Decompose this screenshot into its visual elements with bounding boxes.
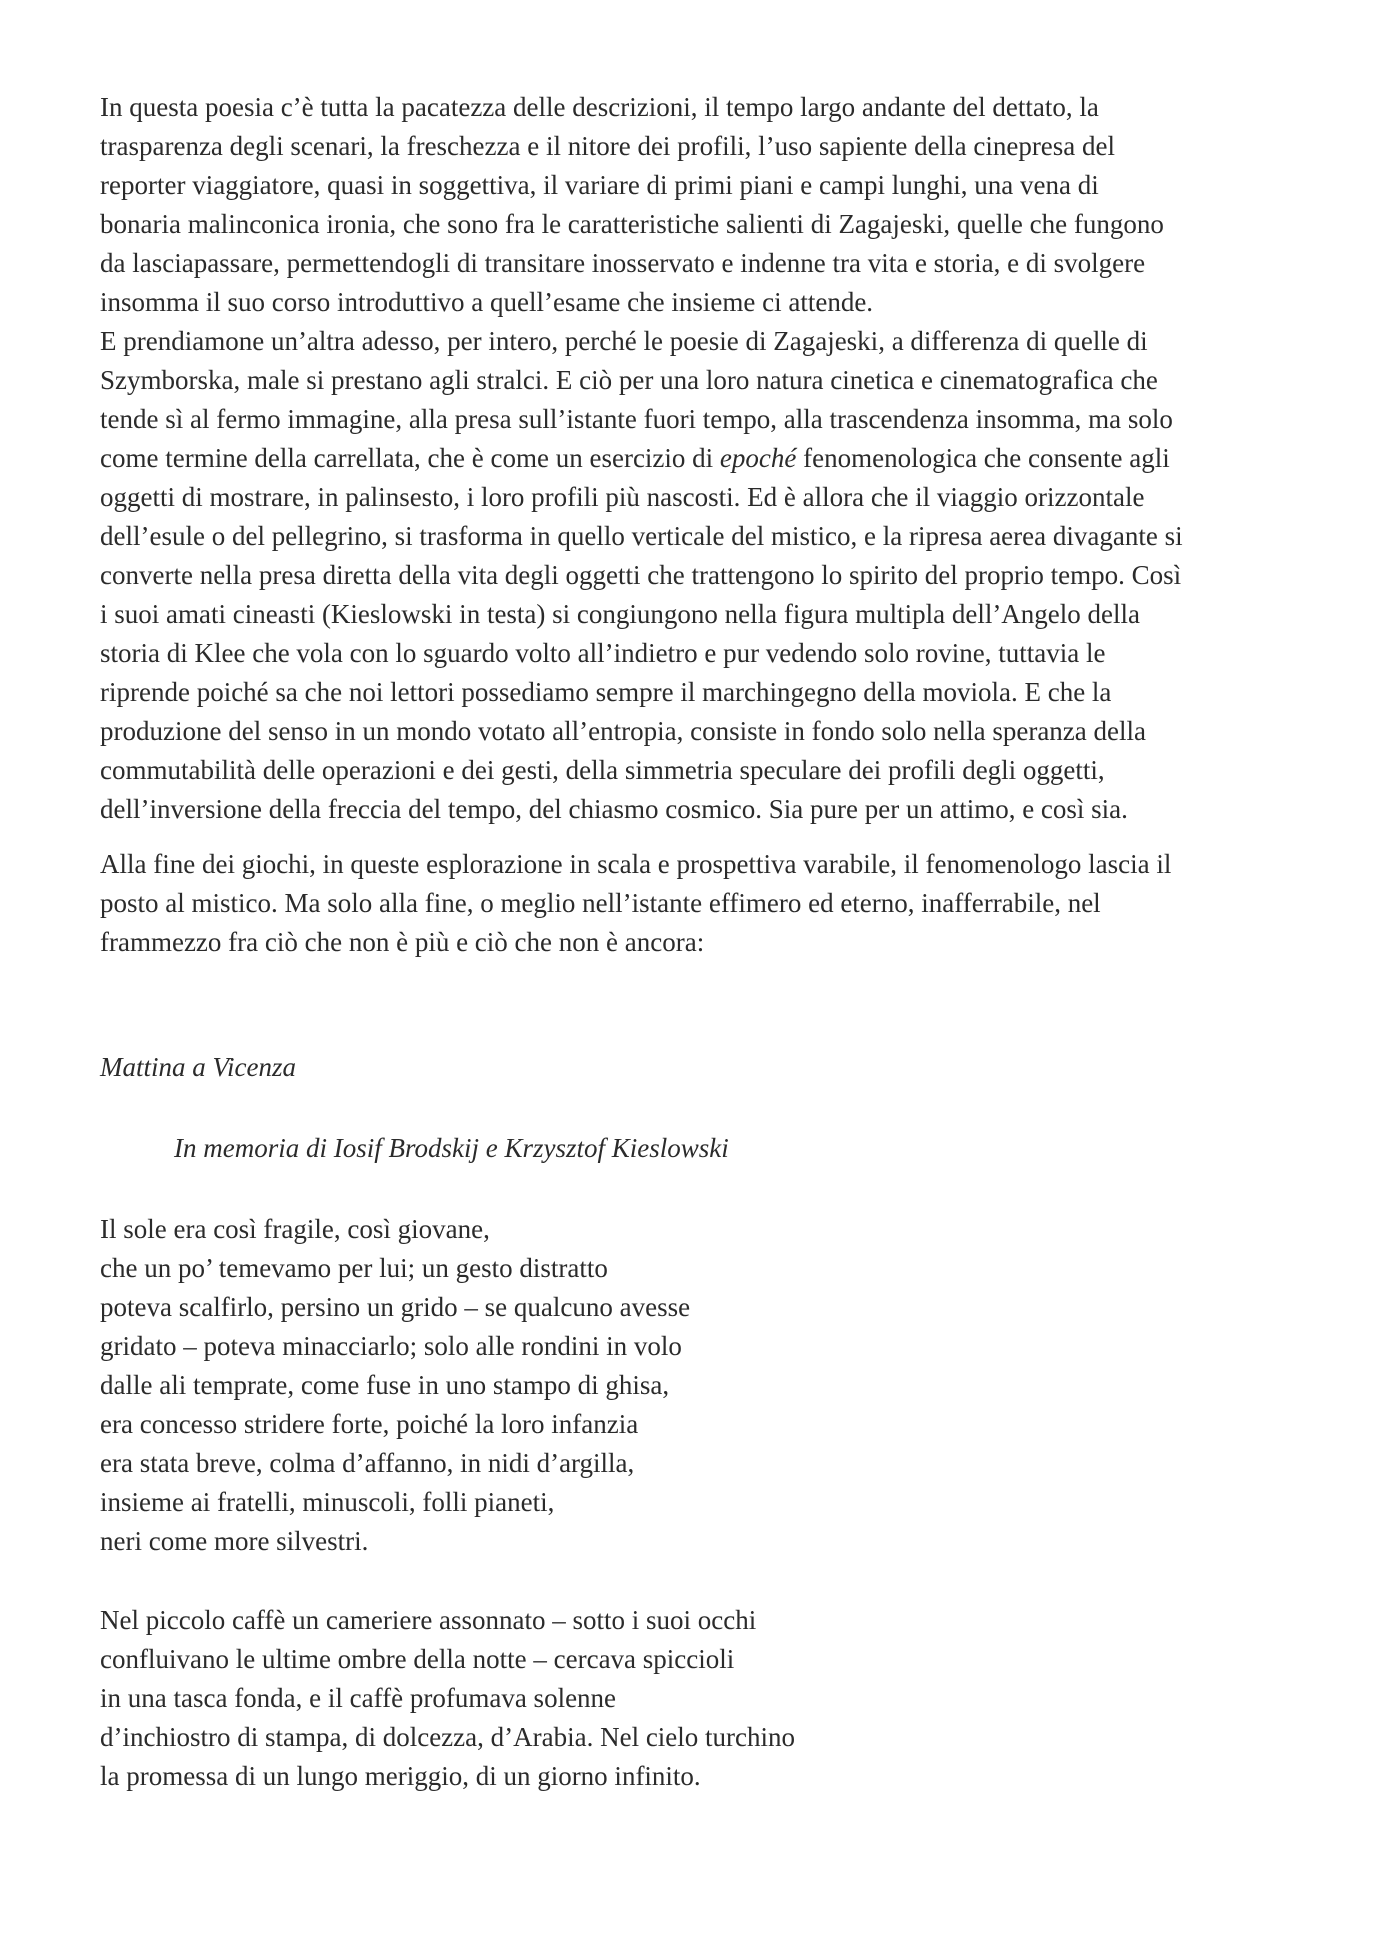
text-line: insomma il suo corso introduttivo a quell’esame che insieme ci attende. <box>100 287 874 317</box>
text-line: produzione del senso in un mondo votato all’entropia, consiste in fondo solo nella speranza della <box>100 716 1146 746</box>
poem-line: neri come more silvestri. <box>100 1526 369 1556</box>
poem-line: era concesso stridere forte, poiché la loro infanzia <box>100 1409 639 1439</box>
poem-line: era stata breve, colma d’affanno, in nidi d’argilla, <box>100 1448 635 1478</box>
text-line: E prendiamone un’altra adesso, per intero, perché le poesie di Zagajeski, a differenza di quelle di <box>100 326 1148 356</box>
poem-line: Il sole era così fragile, così giovane, <box>100 1214 490 1244</box>
poem-line: che un po’ temevamo per lui; un gesto distratto <box>100 1253 608 1283</box>
poem-line: poteva scalfirlo, persino un grido – se qualcuno avesse <box>100 1292 691 1322</box>
text-line: converte nella presa diretta della vita degli oggetti che trattengono lo spirito del proprio tempo. Così <box>100 560 1182 590</box>
document-page <box>100 88 1300 1796</box>
text-line: posto al mistico. Ma solo alla fine, o meglio nell’istante effimero ed eterno, inafferrabile, nel <box>100 888 1101 918</box>
poem-stanza-1 <box>100 1210 1300 1561</box>
italic-term: epoché <box>719 443 797 473</box>
poem-line: in una tasca fonda, e il caffè profumava solenne <box>100 1683 617 1713</box>
text-line: tende sì al fermo immagine, alla presa sull’istante fuori tempo, alla trascendenza insomma, ma solo <box>100 404 1173 434</box>
essay-paragraph-1 <box>100 88 1300 322</box>
poem-line: insieme ai fratelli, minuscoli, folli pianeti, <box>100 1487 555 1517</box>
text-line: trasparenza degli scenari, la freschezza e il nitore dei profili, l’uso sapiente della cinepresa del <box>100 131 1116 161</box>
essay-paragraph-2 <box>100 322 1300 829</box>
text-line: riprende poiché sa che noi lettori possediamo sempre il marchingegno della moviola. E che la <box>100 677 1112 707</box>
text-line: oggetti di mostrare, in palinsesto, i loro profili più nascosti. Ed è allora che il viaggio orizzontale <box>100 482 1145 512</box>
text-line: da lasciapassare, permettendogli di transitare inosservato e indenne tra vita e storia, e di svolgere <box>100 248 1146 278</box>
text-line: In questa poesia c’è tutta la pacatezza delle descrizioni, il tempo largo andante del dettato, la <box>100 92 1099 122</box>
text-line-with-italic <box>100 439 1300 478</box>
text-line: commutabilità delle operazioni e dei gesti, della simmetria speculare dei profili degli oggetti, <box>100 755 1105 785</box>
text-line: frammezzo fra ciò che non è più e ciò che non è ancora: <box>100 927 705 957</box>
poem-line: dalle ali temprate, come fuse in uno stampo di ghisa, <box>100 1370 670 1400</box>
text-line: Alla fine dei giochi, in queste esplorazione in scala e prospettiva varabile, il fenomenologo lascia il <box>100 849 1172 879</box>
text-line: reporter viaggiatore, quasi in soggettiva, il variare di primi piani e campi lunghi, una vena di <box>100 170 1099 200</box>
poem-line: la promessa di un lungo meriggio, di un giorno infinito. <box>100 1761 701 1791</box>
essay-paragraph-3 <box>100 845 1300 962</box>
poem-line: d’inchiostro di stampa, di dolcezza, d’Arabia. Nel cielo turchino <box>100 1722 796 1752</box>
poem-stanza-2 <box>100 1601 1300 1796</box>
text-line: i suoi amati cineasti (Kieslowski in testa) si congiungono nella figura multipla dell’Angelo della <box>100 599 1141 629</box>
text-segment: come termine della carrellata, che è come un esercizio di <box>100 443 720 473</box>
text-line: storia di Klee che vola con lo sguardo volto all’indietro e pur vedendo solo rovine, tuttavia le <box>100 638 1106 668</box>
poem-dedication: In memoria di Iosif Brodskij e Krzysztof Kieslowski <box>174 1133 729 1163</box>
text-line: bonaria malinconica ironia, che sono fra le caratteristiche salienti di Zagajeski, quelle che fungono <box>100 209 1164 239</box>
text-line: dell’esule o del pellegrino, si trasforma in quello verticale del mistico, e la ripresa aerea divagante si <box>100 521 1183 551</box>
text-segment: fenomenologica che consente agli <box>796 443 1170 473</box>
text-line: dell’inversione della freccia del tempo, del chiasmo cosmico. Sia pure per un attimo, e così sia. <box>100 794 1128 824</box>
poem-line: confluivano le ultime ombre della notte – cercava spiccioli <box>100 1644 735 1674</box>
text-line: Szymborska, male si prestano agli stralci. E ciò per una loro natura cinetica e cinematografica che <box>100 365 1158 395</box>
poem-title: Mattina a Vicenza <box>100 1052 296 1082</box>
poem-line: Nel piccolo caffè un cameriere assonnato – sotto i suoi occhi <box>100 1605 757 1635</box>
poem-line: gridato – poteva minacciarlo; solo alle rondini in volo <box>100 1331 682 1361</box>
